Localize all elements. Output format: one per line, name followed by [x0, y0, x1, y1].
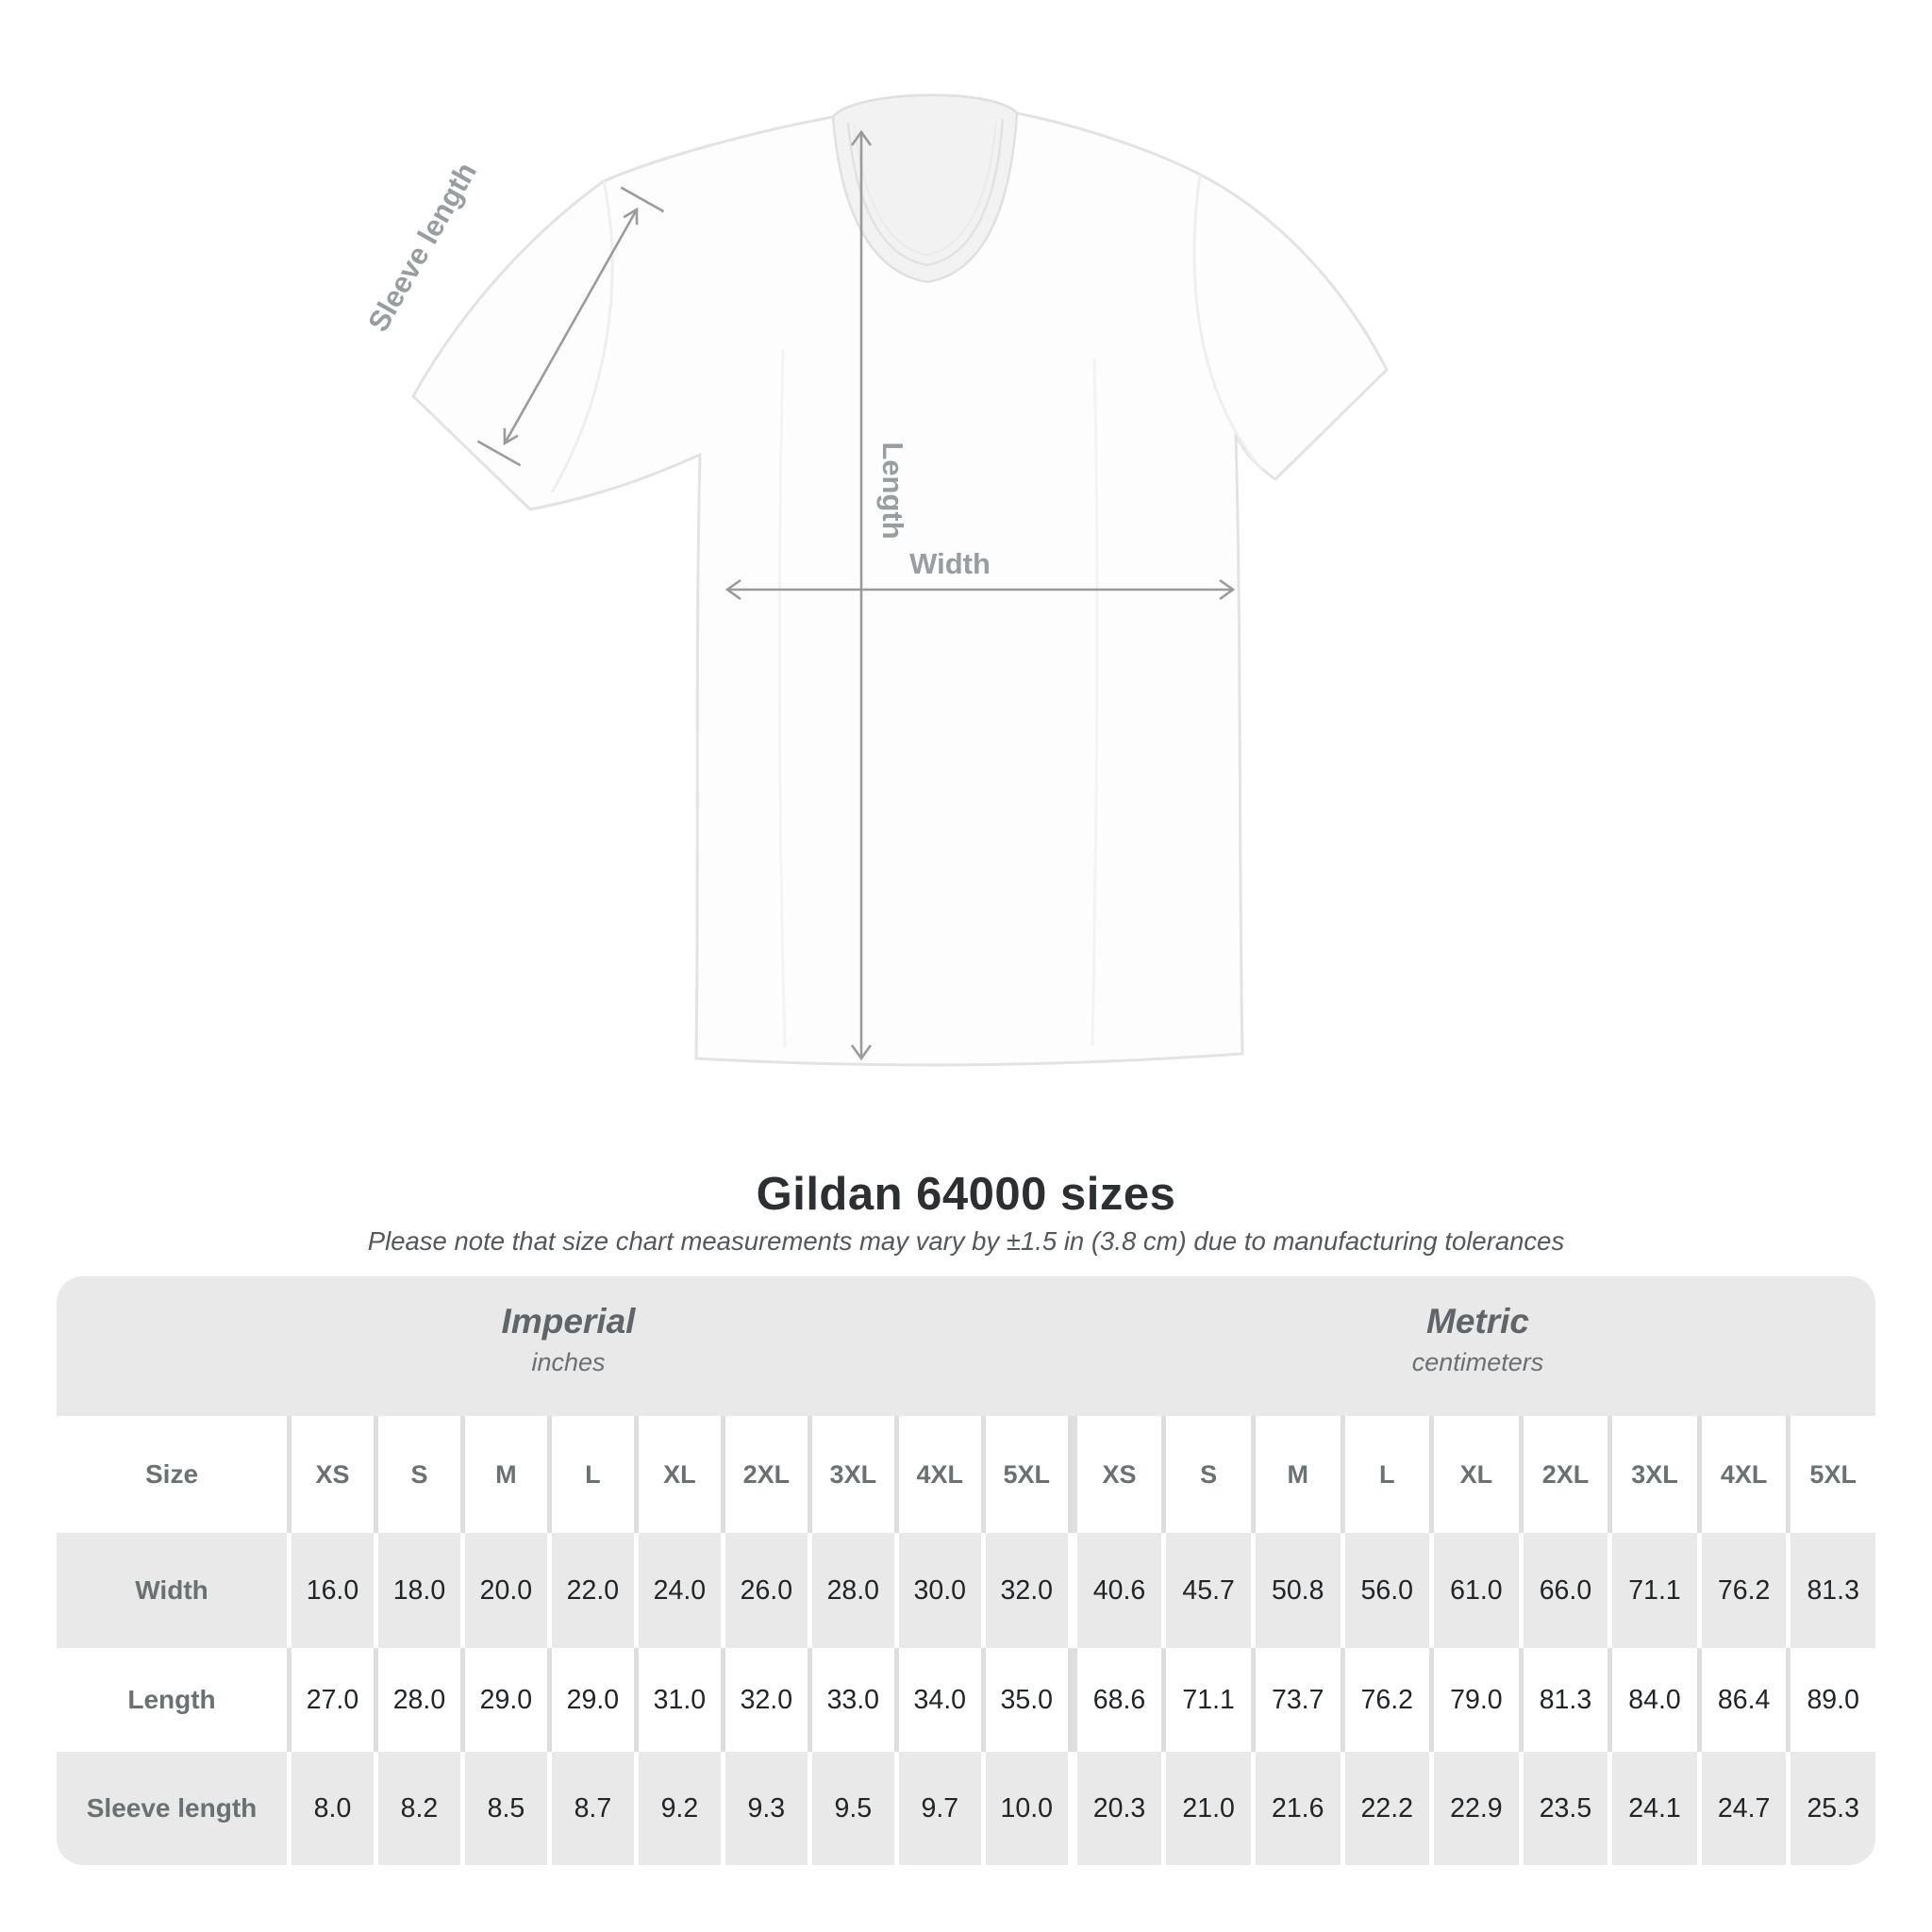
- value-cell: 29.0: [552, 1648, 634, 1752]
- value-cell: 30.0: [899, 1533, 981, 1648]
- value-cell: 20.3: [1077, 1752, 1162, 1865]
- size-header-imperial-m: M: [465, 1416, 547, 1533]
- value-cell: 26.0: [725, 1533, 808, 1648]
- value-cell: 73.7: [1256, 1648, 1341, 1752]
- value-cell: 76.2: [1702, 1533, 1787, 1648]
- value-cell: 33.0: [812, 1648, 894, 1752]
- value-cell: 9.3: [725, 1752, 808, 1865]
- tshirt-illustration: [413, 95, 1387, 1065]
- metric-section-name: Metric: [1426, 1302, 1529, 1341]
- value-cell: 24.1: [1612, 1752, 1697, 1865]
- value-cell: 28.0: [812, 1533, 894, 1648]
- value-cell: 29.0: [465, 1648, 547, 1752]
- unit-section-band: [57, 1276, 1875, 1416]
- value-cell: 89.0: [1790, 1648, 1875, 1752]
- size-header-metric-2xl: 2XL: [1524, 1416, 1608, 1533]
- value-cell: 25.3: [1790, 1752, 1875, 1865]
- value-cell: 24.7: [1702, 1752, 1787, 1865]
- table-row-sleeve-length: [57, 1752, 1875, 1865]
- length-label: Length: [876, 441, 909, 540]
- value-cell: 40.6: [1077, 1533, 1162, 1648]
- table-row-length: [57, 1648, 1875, 1752]
- size-header-metric-xl: XL: [1434, 1416, 1519, 1533]
- imperial-section-unit: inches: [531, 1348, 606, 1376]
- size-header-imperial-4xl: 4XL: [899, 1416, 981, 1533]
- size-header-metric-5xl: 5XL: [1790, 1416, 1875, 1533]
- page-subtitle: Please note that size chart measurements may vary by ±1.5 in (3.8 cm) due to manufacturing tolerances: [367, 1226, 1565, 1256]
- size-header-imperial-xl: XL: [639, 1416, 721, 1533]
- value-cell: 56.0: [1345, 1533, 1430, 1648]
- value-cell: 81.3: [1790, 1533, 1875, 1648]
- value-cell: 23.5: [1524, 1752, 1608, 1865]
- size-header-metric-3xl: 3XL: [1612, 1416, 1697, 1533]
- value-cell: 16.0: [291, 1533, 374, 1648]
- value-cell: 8.5: [465, 1752, 547, 1865]
- value-cell: 86.4: [1702, 1648, 1787, 1752]
- value-cell: 84.0: [1612, 1648, 1697, 1752]
- value-cell: 32.0: [986, 1533, 1068, 1648]
- metric-section-header: [1080, 1276, 1875, 1416]
- value-cell: 71.1: [1166, 1648, 1251, 1752]
- value-cell: 8.0: [291, 1752, 374, 1865]
- sleeve-length-label: Sleeve length: [361, 157, 484, 338]
- value-cell: 9.7: [899, 1752, 981, 1865]
- value-cell: 79.0: [1434, 1648, 1519, 1752]
- size-header-row: [57, 1416, 1875, 1533]
- size-header-imperial-s: S: [378, 1416, 460, 1533]
- value-cell: 24.0: [639, 1533, 721, 1648]
- size-header-imperial-2xl: 2XL: [725, 1416, 808, 1533]
- value-cell: 68.6: [1077, 1648, 1162, 1752]
- size-header-metric-m: M: [1256, 1416, 1341, 1533]
- value-cell: 18.0: [378, 1533, 460, 1648]
- corner-label: Size: [57, 1416, 287, 1533]
- value-cell: 61.0: [1434, 1533, 1519, 1648]
- size-header-imperial-3xl: 3XL: [812, 1416, 894, 1533]
- size-header-imperial-5xl: 5XL: [986, 1416, 1068, 1533]
- row-label: Width: [57, 1533, 287, 1648]
- value-cell: 71.1: [1612, 1533, 1697, 1648]
- value-cell: 22.2: [1345, 1752, 1430, 1865]
- row-label: Length: [57, 1648, 287, 1752]
- value-cell: 22.0: [552, 1533, 634, 1648]
- page-title: Gildan 64000 sizes: [756, 1169, 1176, 1220]
- size-header-metric-s: S: [1166, 1416, 1251, 1533]
- value-cell: 66.0: [1524, 1533, 1608, 1648]
- value-cell: 34.0: [899, 1648, 981, 1752]
- row-label: Sleeve length: [57, 1752, 287, 1865]
- value-cell: 81.3: [1524, 1648, 1608, 1752]
- value-cell: 22.9: [1434, 1752, 1519, 1865]
- value-cell: 50.8: [1256, 1533, 1341, 1648]
- size-table: [57, 1276, 1875, 1865]
- value-cell: 10.0: [986, 1752, 1068, 1865]
- value-cell: 35.0: [986, 1648, 1068, 1752]
- value-cell: 21.6: [1256, 1752, 1341, 1865]
- value-cell: 27.0: [291, 1648, 374, 1752]
- value-cell: 76.2: [1345, 1648, 1430, 1752]
- value-cell: 45.7: [1166, 1533, 1251, 1648]
- value-cell: 32.0: [725, 1648, 808, 1752]
- size-header-metric-xs: XS: [1077, 1416, 1162, 1533]
- size-header-metric-l: L: [1345, 1416, 1430, 1533]
- imperial-section-header: [57, 1276, 1080, 1416]
- value-cell: 28.0: [378, 1648, 460, 1752]
- value-cell: 21.0: [1166, 1752, 1251, 1865]
- value-cell: 8.2: [378, 1752, 460, 1865]
- table-row-width: [57, 1533, 1875, 1648]
- metric-section-unit: centimeters: [1411, 1348, 1544, 1376]
- imperial-section-name: Imperial: [501, 1302, 636, 1341]
- size-header-imperial-l: L: [552, 1416, 634, 1533]
- value-cell: 8.7: [552, 1752, 634, 1865]
- size-header-imperial-xs: XS: [291, 1416, 374, 1533]
- value-cell: 20.0: [465, 1533, 547, 1648]
- size-header-metric-4xl: 4XL: [1702, 1416, 1787, 1533]
- value-cell: 9.5: [812, 1752, 894, 1865]
- width-label: Width: [909, 547, 991, 580]
- value-cell: 31.0: [639, 1648, 721, 1752]
- value-cell: 9.2: [639, 1752, 721, 1865]
